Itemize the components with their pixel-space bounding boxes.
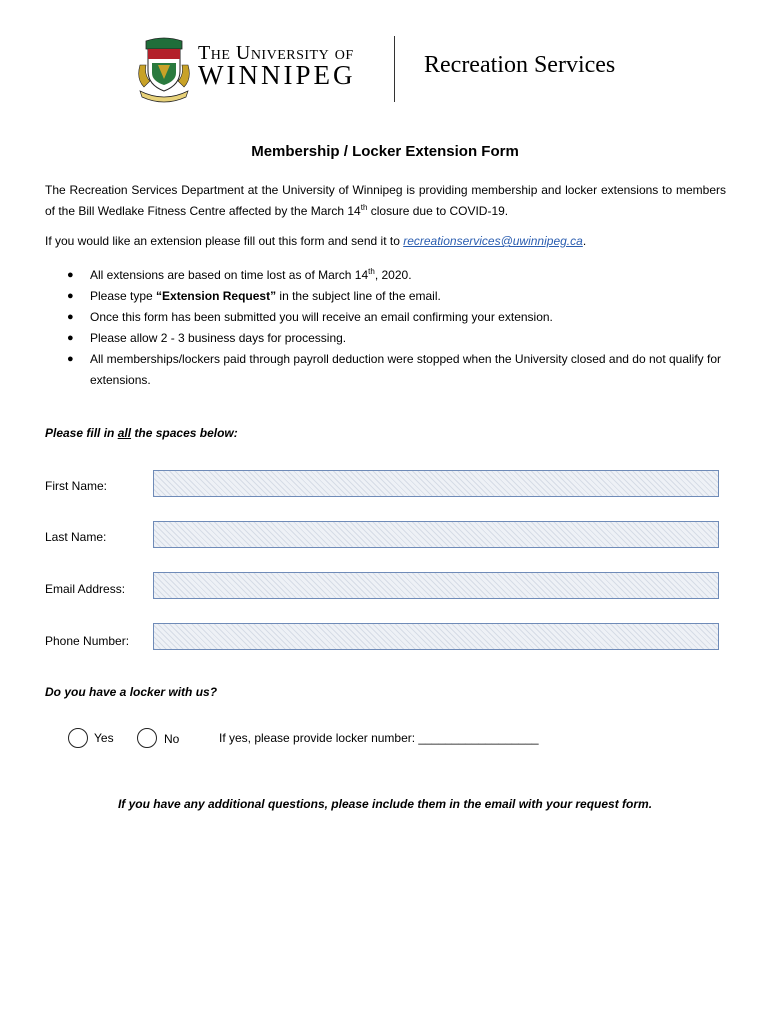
bullet-text: All extensions are based on time lost as of March 14	[90, 268, 369, 282]
email-address-label: Email Address:	[45, 582, 126, 596]
university-name-line1: The University of	[198, 42, 354, 64]
fill-prompt-suffix: the spaces below:	[131, 426, 238, 440]
list-item	[45, 286, 726, 307]
phone-number-label: Phone Number:	[45, 634, 130, 648]
fill-prompt-prefix: Please fill in	[45, 426, 118, 440]
bullet-text-tail: , 2020.	[374, 268, 412, 282]
fill-prompt	[45, 426, 238, 440]
bullet-dot-icon: ●	[67, 269, 74, 281]
last-name-label: Last Name:	[45, 530, 107, 544]
bullet-text-suffix: in the subject line of the email.	[276, 289, 441, 303]
university-crest-logo	[136, 37, 192, 105]
bullet-bold-text: “Extension Request”	[156, 289, 277, 303]
first-name-field[interactable]	[153, 470, 719, 497]
department-name: Recreation Services	[424, 52, 616, 78]
bullet-list	[45, 265, 726, 391]
locker-yes-label: Yes	[94, 731, 114, 745]
list-item	[45, 307, 726, 328]
bullet-dot-icon: ●	[67, 311, 74, 323]
last-name-field[interactable]	[153, 521, 719, 548]
list-item	[45, 349, 726, 391]
locker-question: Do you have a locker with us?	[45, 685, 218, 699]
intro-superscript: th	[360, 203, 368, 212]
bullet-text: Once this form has been submitted you will receive an email confirming your extension.	[90, 310, 553, 324]
list-item	[45, 265, 726, 286]
closing-note: If you have any additional questions, please include them in the email with your request form.	[117, 797, 653, 811]
list-item	[45, 328, 726, 349]
email-link[interactable]: recreationservices@uwinnipeg.ca	[403, 234, 583, 248]
instructions-paragraph	[45, 231, 726, 252]
email-address-field[interactable]	[153, 572, 719, 599]
bullet-text-prefix: Please type	[90, 289, 157, 303]
bullet-text: Please allow 2 - 3 business days for processing.	[90, 331, 347, 345]
intro-text-part2: closure due to COVID-19.	[367, 204, 509, 218]
locker-yes-radio[interactable]	[68, 728, 88, 748]
locker-no-radio[interactable]	[137, 728, 157, 748]
phone-number-field[interactable]	[153, 623, 719, 650]
intro-text-part1: The Recreation Services Department at the University of Winnipeg is providing membership and locker extensions to members of the Bill Wedlake Fitness Centre affected by the March 14	[45, 183, 726, 218]
fill-prompt-underlined: all	[117, 426, 132, 440]
bullet-dot-icon: ●	[67, 353, 74, 365]
university-name-line2: WINNIPEG	[198, 60, 356, 90]
form-title: Membership / Locker Extension Form	[251, 143, 519, 160]
header-divider	[394, 36, 395, 102]
first-name-label: First Name:	[45, 479, 108, 493]
instructions-prefix: If you would like an extension please fill out this form and send it to	[45, 234, 404, 248]
locker-number-prompt: If yes, please provide locker number: __________________	[219, 731, 539, 745]
bullet-superscript: th	[368, 267, 375, 276]
intro-paragraph	[45, 180, 726, 222]
instructions-suffix: .	[582, 234, 587, 248]
bullet-dot-icon: ●	[67, 332, 74, 344]
bullet-text: All memberships/lockers paid through payroll deduction were stopped when the University closed and do not qualify for extensions.	[90, 352, 722, 387]
bullet-dot-icon: ●	[67, 290, 74, 302]
locker-no-label: No	[164, 732, 180, 746]
